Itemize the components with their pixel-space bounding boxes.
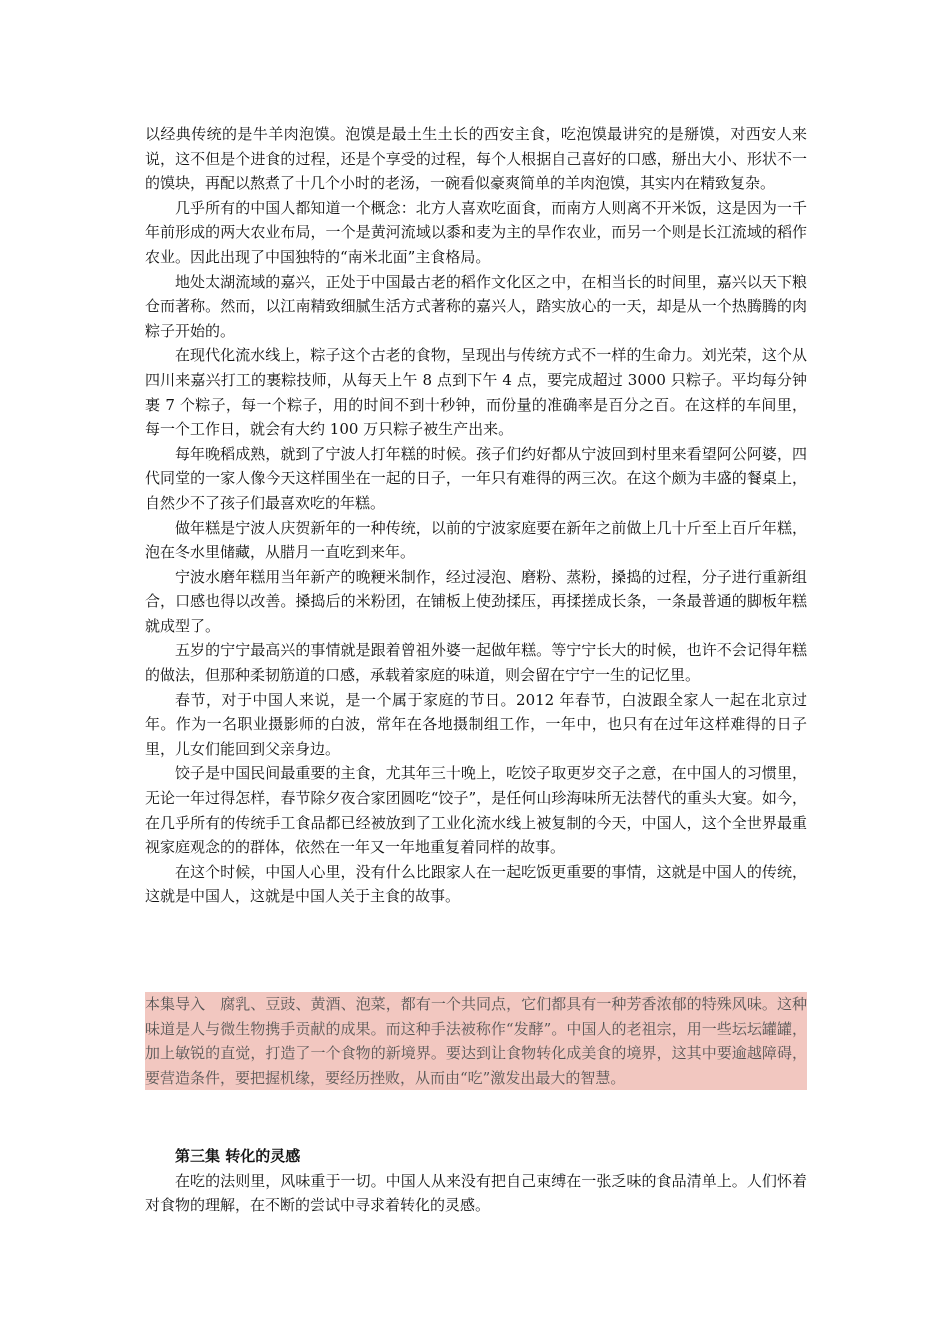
episode-intro-label: 本集导入	[145, 995, 206, 1013]
episode-intro-highlight	[145, 992, 807, 1090]
document-body	[145, 122, 807, 909]
body-paragraph: 几乎所有的中国人都知道一个概念：北方人喜欢吃面食，而南方人则离不开米饭，这是因为一千年前形成的两大农业布局，一个是黄河流域以黍和麦为主的旱作农业，而另一个则是长江流域的稻作农业。因此出现了中国独特的“南米北面”主食格局。	[145, 198, 807, 266]
body-paragraph: 做年糕是宁波人庆贺新年的一种传统，以前的宁波家庭要在新年之前做上几十斤至上百斤年糕，泡在冬水里储藏，从腊月一直吃到来年。	[145, 518, 807, 562]
section-heading: 第三集 转化的灵感	[175, 1147, 301, 1165]
body-paragraph: 五岁的宁宁最高兴的事情就是跟着曾祖外婆一起做年糕。等宁宁长大的时候，也许不会记得年糕的做法，但那种柔韧筋道的口感，承载着家庭的味道，则会留在宁宁一生的记忆里。	[145, 641, 807, 685]
body-paragraph: 宁波水磨年糕用当年新产的晚粳米制作，经过浸泡、磨粉、蒸粉，搡捣的过程，分子进行重新组合，口感也得以改善。搡捣后的米粉团，在铺板上使劲揉压，再揉搓成长条，一条最普通的脚板年糕就成型了。	[145, 567, 807, 635]
body-paragraph: 在现代化流水线上，粽子这个古老的食物，呈现出与传统方式不一样的生命力。刘光荣，这个从四川来嘉兴打工的裹粽技师，从每天上午 8 点到下午 4 点，要完成超过 3000 只粽子。平均每分钟裹 7 个粽子，每一个粽子，用的时间不到十秒钟，而份量的准确率是百分之百。在这样的车间里，每一个工作日，就会有大约 100 万只粽子被生产出来。	[145, 346, 807, 439]
body-paragraph: 春节，对于中国人来说，是一个属于家庭的节日。2012 年春节，白波跟全家人一起在北京过年。作为一名职业摄影师的白波，常年在各地摄制组工作，一年中，也只有在过年这样难得的日子里，儿女们能回到父亲身边。	[145, 690, 807, 758]
body-paragraph: 饺子是中国民间最重要的主食，尤其年三十晚上，吃饺子取更岁交子之意，在中国人的习惯里，无论一年过得怎样，春节除夕夜合家团圆吃“饺子”，是任何山珍海味所无法替代的重头大宴。如今，在几乎所有的传统手工食品都已经被放到了工业化流水线上被复制的今天，中国人，这个全世界最重视家庭观念的的群体，依然在一年又一年地重复着同样的故事。	[145, 764, 807, 857]
episode-intro-text: 腐乳、豆豉、黄酒、泡菜，都有一个共同点，它们都具有一种芳香浓郁的特殊风味。这种味道是人与微生物携手贡献的成果。而这种手法被称作“发酵”。中国人的老祖宗，用一些坛坛罐罐，加上敏锐的直觉，打造了一个食物的新境界。要达到让食物转化成美食的境界，这其中要逾越障碍，要营造条件，要把握机缘，要经历挫败，从而由“吃”激发出最大的智慧。	[145, 995, 807, 1087]
body-paragraph: 在这个时候，中国人心里，没有什么比跟家人在一起吃饭更重要的事情，这就是中国人的传统，这就是中国人，这就是中国人关于主食的故事。	[145, 862, 807, 906]
body-paragraph: 每年晚稻成熟，就到了宁波人打年糕的时候。孩子们约好都从宁波回到村里来看望阿公阿婆，四代同堂的一家人像今天这样围坐在一起的日子，一年只有难得的两三次。在这个颇为丰盛的餐桌上，自然少不了孩子们最喜欢吃的年糕。	[145, 444, 807, 512]
episode-section	[145, 1144, 807, 1218]
section-paragraph: 在吃的法则里，风味重于一切。中国人从来没有把自己束缚在一张乏味的食品清单上。人们怀着对食物的理解，在不断的尝试中寻求着转化的灵感。	[145, 1171, 807, 1215]
body-paragraph: 以经典传统的是牛羊肉泡馍。泡馍是最土生土长的西安主食，吃泡馍最讲究的是掰馍，对西安人来说，这不但是个进食的过程，还是个享受的过程，每个人根据自己喜好的口感，掰出大小、形状不一的馍块，再配以熬煮了十几个小时的老汤，一碗看似豪爽简单的羊肉泡馍，其实内在精致复杂。	[145, 125, 807, 193]
body-paragraph: 地处太湖流域的嘉兴，正处于中国最古老的稻作文化区之中，在相当长的时间里，嘉兴以天下粮仓而著称。然而，以江南精致细腻生活方式著称的嘉兴人，踏实放心的一天，却是从一个热腾腾的肉粽子开始的。	[145, 272, 807, 340]
episode-intro-paragraph	[145, 992, 807, 1090]
